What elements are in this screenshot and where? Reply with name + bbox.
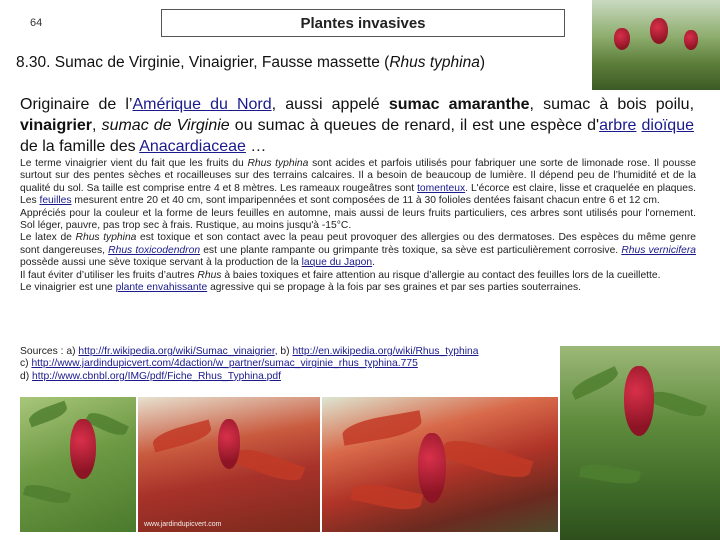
leaf: [23, 481, 71, 506]
paragraph-allergie: [20, 270, 696, 282]
page-header: [161, 9, 565, 37]
fruit-cluster: [70, 419, 96, 479]
fruit-cluster: [218, 419, 240, 469]
intro-text: , sumac à bois poilu,: [529, 96, 695, 113]
source-line-a-b: [20, 346, 580, 358]
text: Le vinaigrier est une: [20, 282, 116, 294]
text: Sources : a): [20, 346, 79, 357]
link-rhus-toxicodendron[interactable]: Rhus toxicodendron: [108, 244, 201, 256]
text: est une plante rampante ou grimpante très toxique, sa sève est particulièrement corrosive.: [200, 244, 622, 256]
fruit-cluster: [650, 18, 668, 44]
intro-text: ,: [92, 117, 102, 134]
leaf: [233, 444, 306, 487]
intro-italic-sumac-de-virginie: sumac de Virginie: [101, 117, 230, 134]
paragraph-description: [20, 158, 696, 208]
text: à baies toxiques et faire attention au risque d’allergie au contact des feuilles lors de la cueillette.: [221, 269, 661, 281]
intro-bold-sumac-amaranthe: sumac amaranthe: [388, 96, 530, 113]
section-title: [16, 54, 596, 72]
link-source-en-wikipedia[interactable]: http://en.wikipedia.org/wiki/Rhus_typhina: [292, 346, 479, 357]
title-prefix: 8.30. Sumac de Virginie, Vinaigrier, Fausse massette (: [16, 54, 390, 71]
fruit-cluster: [624, 366, 654, 436]
source-line-c: [20, 358, 580, 370]
leaf: [341, 410, 424, 446]
leaf: [579, 461, 641, 487]
link-anacardiaceae[interactable]: Anacardiaceae: [139, 138, 246, 155]
intro-text: , aussi appelé: [271, 96, 389, 113]
link-amerique-du-nord[interactable]: Amérique du Nord: [132, 96, 272, 113]
fruit-cluster: [684, 30, 698, 50]
text: c): [20, 358, 32, 370]
text: mesurent entre 20 et 40 cm, sont imparipennées et sont composées de 11 à 30 folioles dentées faisant chacun entre 6 et 12 cm.: [71, 195, 660, 207]
italic-rhus: Rhus: [197, 269, 222, 281]
fruit-cluster: [614, 28, 630, 50]
photo-caption: www.jardindupicvert.com: [144, 521, 222, 528]
link-tomenteux[interactable]: tomenteux: [417, 182, 466, 194]
paragraph-ornement: Appréciés pour la couleur et la forme de leurs feuilles en automne, mais aussi de leurs fruits particuliers, ces arbres sont utilisés pour l'ornement. Sol léger, pauvre, pas trop sec à frais. Rustique, au moins jusqu'à -15°C.: [20, 207, 696, 232]
sumac-tree-photo: [592, 0, 720, 90]
intro-text: de la famille des: [20, 138, 140, 155]
text: Le latex de: [20, 232, 76, 244]
link-source-fr-wikipedia[interactable]: http://fr.wikipedia.org/wiki/Sumac_vinaigrier: [78, 346, 275, 357]
fruit-cluster: [418, 433, 446, 503]
leaf: [649, 387, 707, 421]
text: agressive qui se propage à la fois par ses graines et par ses parties souterraines.: [207, 282, 581, 294]
text: Il faut éviter d’utiliser les fruits d’autres: [20, 269, 198, 281]
sumac-fruit-photo: [20, 397, 136, 532]
text: Le terme vinaigrier vient du fait que les fruits du: [20, 158, 248, 169]
link-rhus-vernicifera[interactable]: Rhus vernicifera: [621, 244, 696, 256]
link-feuilles[interactable]: feuilles: [39, 195, 72, 207]
link-arbre[interactable]: arbre: [599, 117, 637, 134]
page-number: 64: [30, 17, 43, 29]
body-text: [20, 158, 696, 294]
text: possède aussi une sève toxique servant à la production de la: [20, 257, 302, 269]
paragraph-toxicite: [20, 232, 696, 269]
source-line-d: [20, 371, 580, 383]
leaf: [151, 420, 214, 453]
intro-paragraph: [20, 94, 694, 157]
italic-rhus-typhina: Rhus typhina: [75, 232, 137, 244]
title-species: Rhus typhina: [389, 54, 480, 71]
intro-bold-vinaigrier: vinaigrier: [20, 117, 93, 134]
link-source-jardindupicvert[interactable]: http://www.jardindupicvert.com/4daction/w_partner/sumac_virginie_rhus_typhina.775: [31, 358, 418, 370]
sumac-branch-photo: [560, 346, 720, 540]
intro-text: Originaire de l’: [20, 96, 133, 113]
text: d): [20, 370, 33, 382]
paragraph-envahissante: [20, 282, 696, 294]
leaf: [351, 480, 424, 514]
text: est toxique et son contact avec la peau peut provoquer des allergies ou des dermatoses. Des espèces du même genre sont dangereuses,: [20, 232, 696, 256]
text: .: [372, 257, 375, 269]
leaf: [27, 401, 69, 428]
text: , b): [274, 346, 293, 357]
sumac-foliage-photo: [322, 397, 558, 532]
header-title: Plantes invasives: [300, 14, 426, 32]
sources-list: [20, 346, 580, 383]
leaf: [569, 366, 620, 400]
sumac-autumn-photo: [138, 397, 320, 532]
text: . L'écorce est claire, lisse et craquelée en plaques. Les: [20, 182, 696, 207]
title-suffix: ): [479, 54, 485, 71]
link-source-cbnbl[interactable]: http://www.cbnbl.org/IMG/pdf/Fiche_Rhus_Typhina.pdf: [32, 370, 282, 382]
intro-text: …: [245, 138, 267, 155]
italic-rhus-typhina: Rhus typhina: [247, 158, 309, 169]
leaf: [440, 434, 533, 485]
link-plante-envahissante[interactable]: plante envahissante: [115, 282, 208, 294]
text: sont acides et parfois utilisés pour fabriquer une sorte de limonade rose. Il pousse surtout sur des pentes sèches et rocailleuses sur des terrains calcaires. Il a besoin de beaucoup de lumière. Il dépend peu de l’humidité et de la qualité du sol. Sa taille est comprise entre 4 et 8 mètres. Les rameaux rougeâtres sont: [20, 158, 696, 194]
link-dioique[interactable]: dioïque: [641, 117, 694, 134]
intro-text: ou sumac à queues de renard, il est une espèce d': [229, 117, 600, 134]
link-laque-du-japon[interactable]: laque du Japon: [301, 257, 373, 269]
